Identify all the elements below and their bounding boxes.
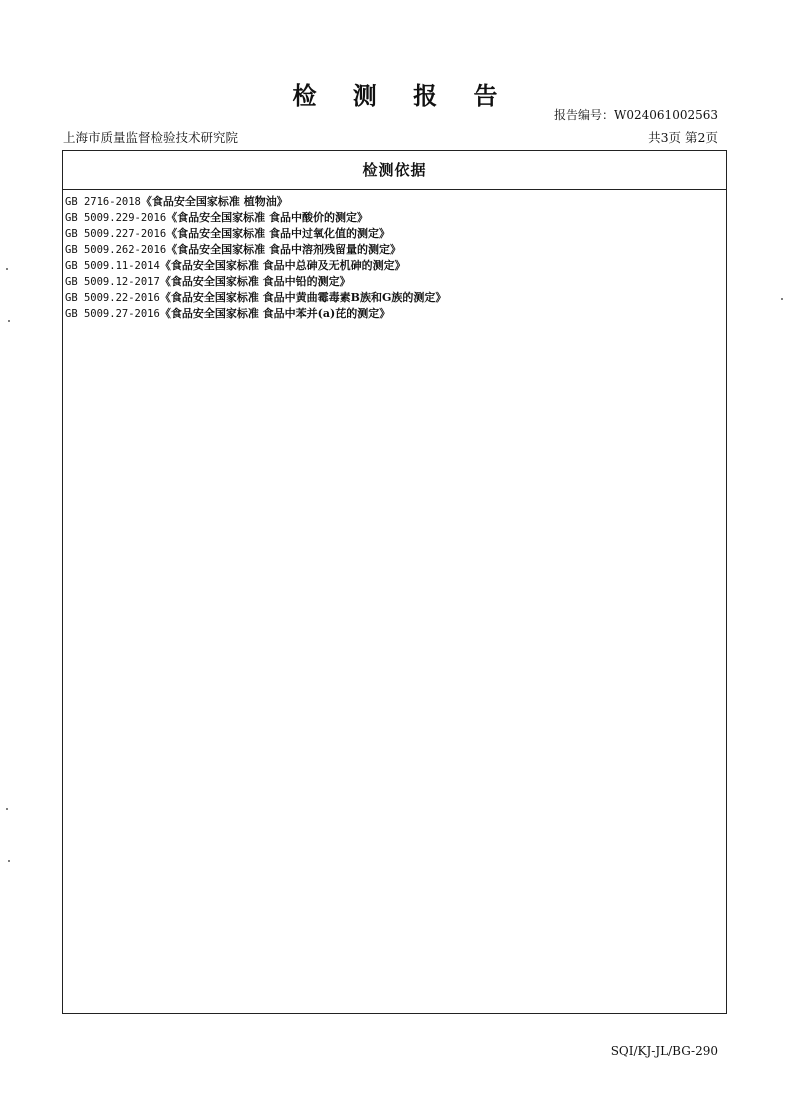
standard-item <box>65 258 726 274</box>
scan-speck <box>781 298 783 300</box>
standard-code: GB 5009.227-2016 <box>65 228 167 240</box>
page-info <box>648 128 718 146</box>
standard-item <box>65 242 726 258</box>
standard-code: GB 5009.27-2016 <box>65 308 160 320</box>
standard-item <box>65 226 726 242</box>
form-code: SQI/KJ-JL/BG-290 <box>610 1044 718 1058</box>
standard-name: 《食品安全国家标准 植物油》 <box>140 195 288 208</box>
standards-list <box>63 190 726 322</box>
scan-speck <box>8 320 10 322</box>
institute-name: 上海市质量监督检验技术研究院 <box>63 130 239 145</box>
standard-name: 《食品安全国家标准 食品中总砷及无机砷的测定》 <box>159 259 406 272</box>
standard-code: GB 5009.262-2016 <box>65 244 167 256</box>
standard-code: GB 5009.12-2017 <box>65 276 160 288</box>
scan-speck <box>8 860 10 862</box>
standard-item <box>65 290 726 306</box>
basis-frame <box>62 150 727 1014</box>
basis-header: 检测依据 <box>63 151 726 190</box>
scan-speck <box>6 808 8 810</box>
standard-code: GB 5009.22-2016 <box>65 292 160 304</box>
standard-name: 《食品安全国家标准 食品中酸价的测定》 <box>166 211 368 224</box>
standard-name: 《食品安全国家标准 食品中铅的测定》 <box>159 275 351 288</box>
standard-item <box>65 210 726 226</box>
standard-name: 《食品安全国家标准 食品中苯并(a)芘的测定》 <box>159 307 391 320</box>
standard-item <box>65 194 726 210</box>
standard-code: GB 5009.229-2016 <box>65 212 167 224</box>
standard-code: GB 2716-2018 <box>65 196 141 208</box>
standard-name: 《食品安全国家标准 食品中过氧化值的测定》 <box>166 227 390 240</box>
report-title: 检 测 报 告 <box>292 81 512 110</box>
standard-name: 《食品安全国家标准 食品中黄曲霉毒素B族和G族的测定》 <box>159 291 447 304</box>
page-total: 共3页 <box>648 130 682 145</box>
standard-item <box>65 306 726 322</box>
page-current: 第2页 <box>685 130 718 145</box>
standard-name: 《食品安全国家标准 食品中溶剂残留量的测定》 <box>166 243 401 256</box>
standard-item <box>65 274 726 290</box>
report-number: 报告编号：W024061002563 <box>554 108 718 122</box>
standard-code: GB 5009.11-2014 <box>65 260 160 272</box>
scan-speck <box>6 268 8 270</box>
